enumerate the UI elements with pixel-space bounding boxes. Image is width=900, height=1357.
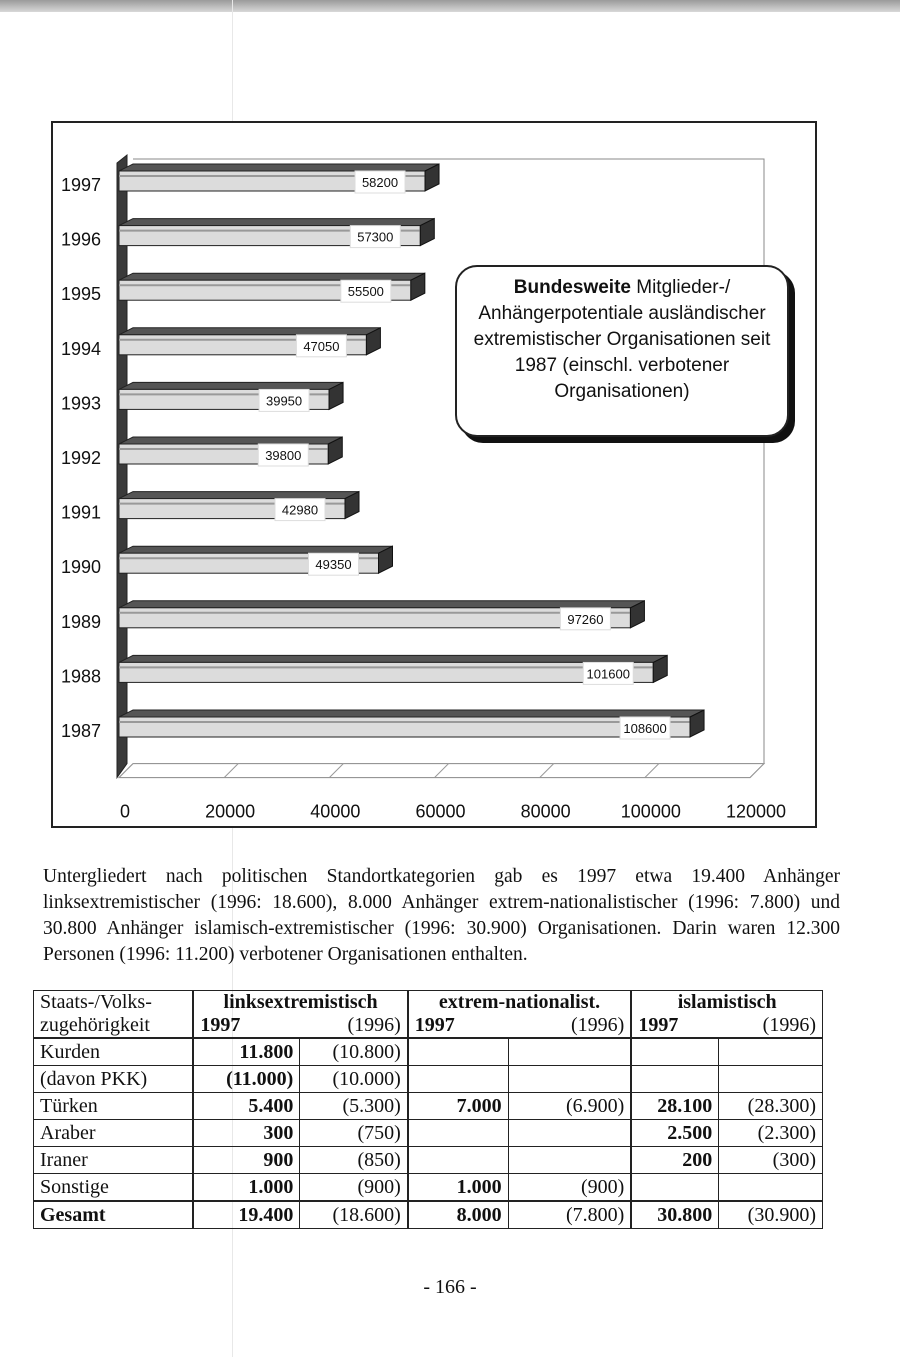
row-label: Gesamt [34, 1201, 194, 1229]
cell-1997: 28.100 [631, 1093, 718, 1120]
y-category-label: 1987 [61, 721, 102, 741]
value-label: 101600 [586, 666, 630, 682]
table-row [34, 1147, 823, 1174]
cell-1996 [508, 1120, 631, 1147]
cell-1996 [719, 1174, 823, 1202]
row-label: Kurden [34, 1038, 194, 1066]
cell-1996: (900) [508, 1174, 631, 1202]
cell-1996: (6.900) [508, 1093, 631, 1120]
cell-1996: (18.600) [300, 1201, 408, 1229]
row-label: Iraner [34, 1147, 194, 1174]
cell-1997 [631, 1174, 718, 1202]
floor-grid-line [540, 764, 554, 778]
cell-1997 [631, 1038, 718, 1066]
cell-1997: 5.400 [193, 1093, 299, 1120]
cell-1997 [408, 1147, 508, 1174]
page-number: - 166 - [423, 1276, 477, 1298]
y-category-label: 1992 [61, 448, 102, 468]
group-header-national [408, 991, 632, 1039]
group-name: extrem-nationalist. [438, 991, 601, 1013]
row-label: Araber [34, 1120, 194, 1147]
table-row [34, 1093, 823, 1120]
table-row [34, 1066, 823, 1093]
bar-top-face [119, 655, 667, 662]
row-label: (davon PKK) [34, 1066, 194, 1093]
year-label: 1997 [638, 1014, 679, 1036]
x-tick-label: 120000 [725, 801, 787, 822]
bar-top-face [119, 219, 434, 226]
prev-year-label: (1996) [347, 1014, 401, 1036]
prev-year-label: (1996) [571, 1014, 625, 1036]
cell-1997: 11.800 [193, 1038, 299, 1066]
table-row [34, 1120, 823, 1147]
group-header-islam [631, 991, 822, 1039]
cell-1997: 8.000 [408, 1201, 508, 1229]
cell-1997 [408, 1038, 508, 1066]
cell-1996: (5.300) [300, 1093, 408, 1120]
cell-1997: 7.000 [408, 1093, 508, 1120]
group-name: islamistisch [677, 991, 777, 1013]
cell-1996 [508, 1038, 631, 1066]
value-label: 39800 [265, 448, 302, 463]
y-category-label: 1997 [61, 175, 102, 195]
bar-top-face [119, 437, 342, 444]
cell-1996: (750) [300, 1120, 408, 1147]
cell-1996: (300) [719, 1147, 823, 1174]
bar-top-face [119, 492, 359, 499]
cell-1996: (28.300) [719, 1093, 823, 1120]
bar-top-face [119, 601, 644, 608]
floor-grid-line [435, 764, 449, 778]
x-tick-label: 80000 [520, 801, 571, 822]
cell-1997: 200 [631, 1147, 718, 1174]
chart-frame [51, 121, 817, 828]
x-tick-label: 0 [119, 801, 131, 822]
chart-y-axis-wall [117, 155, 127, 778]
chart-info-box [455, 265, 789, 437]
prev-year-label: (1996) [762, 1014, 816, 1036]
x-tick-label: 20000 [205, 801, 256, 822]
floor-grid-line [224, 764, 238, 778]
row-label: Sonstige [34, 1174, 194, 1202]
y-category-label: 1995 [61, 284, 102, 305]
table-corner-header [34, 991, 194, 1039]
floor-grid-line [329, 764, 343, 778]
year-label: 1997 [414, 1014, 455, 1036]
bar [119, 662, 653, 682]
info-box-text: Mitglieder-/ Anhängerpotentiale ausländischer extremistischer Organisationen seit 1987 (einschl. verbotener Organisationen) [473, 277, 771, 402]
corner-line-2: zugehörigkeit [40, 1014, 150, 1036]
cell-1996: (10.000) [300, 1066, 408, 1093]
group-name: linksextremistisch [223, 991, 378, 1013]
body-paragraph: Untergliedert nach politischen Standortkategorien gab es 1997 etwa 19.400 Anhänger linksextremistischer (1996: 18.600), 8.000 Anhänger extrem-nationalistischer (1996: 7.800) und 30.800 Anhänger islamisch-extremistischer (1996: 30.900) Organisationen. Darin waren 12.300 Personen (1996: 11.200) verbotener Organisationen enthalten. [43, 866, 840, 965]
cell-1996: (30.900) [719, 1201, 823, 1229]
x-tick-label: 60000 [415, 801, 466, 822]
bar-top-face [119, 164, 439, 171]
cell-1997: 19.400 [193, 1201, 299, 1229]
cell-1997: 30.800 [631, 1201, 718, 1229]
table-header-row [34, 991, 823, 1039]
value-label: 57300 [357, 229, 394, 245]
cell-1996: (900) [300, 1174, 408, 1202]
bar [119, 608, 630, 628]
bar [119, 717, 690, 737]
cell-1997 [408, 1066, 508, 1093]
y-category-label: 1988 [61, 666, 102, 687]
value-label: 47050 [303, 338, 340, 354]
x-tick-label: 40000 [310, 801, 361, 822]
scan-top-edge [0, 0, 900, 12]
value-label: 97260 [567, 611, 604, 627]
bar-top-face [119, 546, 392, 553]
x-tick-label: 100000 [620, 801, 681, 822]
bar-top-face [119, 382, 343, 389]
value-label: 108600 [623, 721, 667, 736]
y-category-label: 1993 [61, 393, 102, 414]
cell-1996 [719, 1066, 823, 1093]
cell-1996: (2.300) [719, 1120, 823, 1147]
value-label: 49350 [315, 557, 352, 573]
floor-grid-line [645, 764, 659, 778]
membership-table [33, 990, 823, 1229]
group-header-links [193, 991, 407, 1039]
table-body [34, 1038, 823, 1229]
y-category-label: 1994 [61, 338, 102, 359]
value-label: 58200 [361, 175, 399, 190]
cell-1996 [719, 1038, 823, 1066]
cell-1997: (11.000) [193, 1066, 299, 1093]
bar-top-face [119, 273, 425, 280]
y-category-label: 1991 [61, 502, 102, 523]
y-category-label: 1996 [61, 229, 102, 250]
y-category-label: 1990 [61, 557, 102, 578]
table-row [34, 1038, 823, 1066]
cell-1996 [508, 1066, 631, 1093]
value-label: 42980 [281, 502, 319, 518]
cell-1997: 1.000 [193, 1174, 299, 1202]
cell-1996: (850) [300, 1147, 408, 1174]
value-label: 39950 [265, 393, 303, 409]
table-row [34, 1201, 823, 1229]
floor-grid-line [750, 764, 764, 778]
cell-1997 [631, 1066, 718, 1093]
bar-top-face [119, 710, 704, 717]
cell-1996 [508, 1147, 631, 1174]
table-row [34, 1174, 823, 1202]
cell-1997 [408, 1120, 508, 1147]
cell-1996: (7.800) [508, 1201, 631, 1229]
cell-1997: 1.000 [408, 1174, 508, 1202]
value-label: 55500 [347, 284, 384, 300]
y-category-label: 1989 [61, 611, 102, 632]
bar-chart [53, 123, 819, 830]
cell-1997: 2.500 [631, 1120, 718, 1147]
cell-1997: 900 [193, 1147, 299, 1174]
year-label: 1997 [200, 1014, 241, 1036]
corner-line-1: Staats-/Volks- [40, 991, 152, 1013]
bar-top-face [119, 328, 380, 335]
cell-1997: 300 [193, 1120, 299, 1147]
row-label: Türken [34, 1093, 194, 1120]
cell-1996: (10.800) [300, 1038, 408, 1066]
info-box-bold: Bundesweite [513, 277, 631, 298]
